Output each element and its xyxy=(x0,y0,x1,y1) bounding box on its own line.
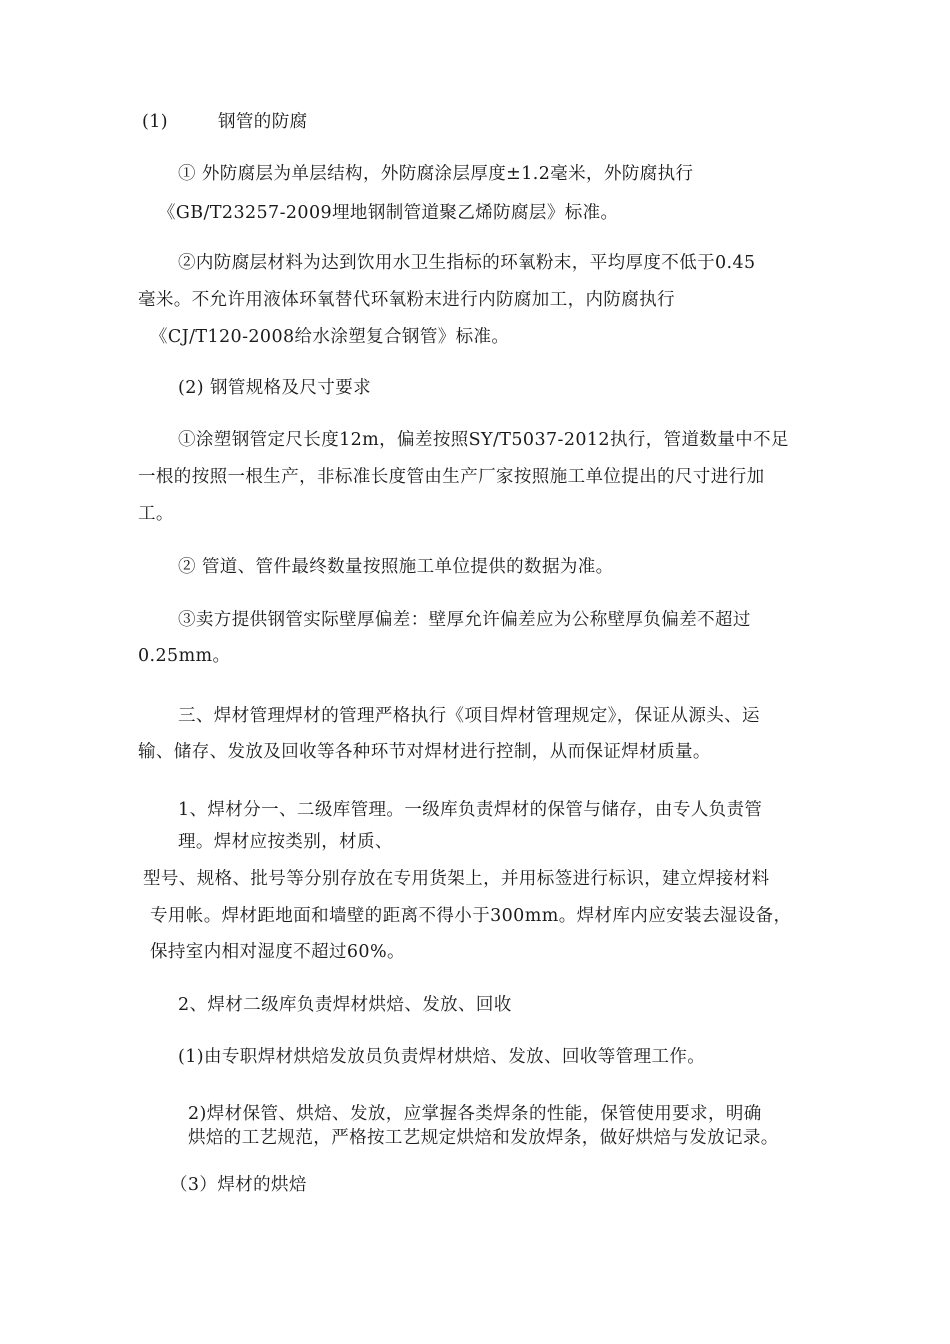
text-line: 毫米。不允许用液体环氧替代环氧粉末进行内防腐加工，内防腐执行 xyxy=(138,290,675,310)
heading-title: 钢管的防腐 xyxy=(218,112,308,132)
text-line: 《GB/T23257-2009埋地钢制管道聚乙烯防腐层》标准。 xyxy=(158,203,619,223)
text-line: 型号、规格、批号等分别存放在专用货架上，并用标签进行标识，建立焊接材料 xyxy=(143,869,770,889)
heading-number: (1) xyxy=(142,112,168,132)
text-line: 1、焊材分一、二级库管理。一级库负责焊材的保管与储存，由专人负责管 xyxy=(178,800,763,820)
text-line: 理。焊材应按类别，材质、 xyxy=(178,832,393,852)
text-line: 一根的按照一根生产，非标准长度管由生产厂家按照施工单位提出的尺寸进行加 xyxy=(138,467,765,487)
text-line: 专用帐。焊材距地面和墙壁的距离不得小于300mm。焊材库内应安装去湿设备， xyxy=(150,906,792,926)
text-line: 输、储存、发放及回收等各种环节对焊材进行控制，从而保证焊材质量。 xyxy=(138,742,711,762)
text-line: 工。 xyxy=(138,504,174,524)
paragraph-quantity: ② 管道、管件最终数量按照施工单位提供的数据为准。 xyxy=(178,557,614,577)
section-heading-3: （3）焊材的烘焙 xyxy=(170,1175,307,1195)
paragraph-second-level-warehouse: 2、焊材二级库负责焊材烘焙、发放、回收 xyxy=(178,995,512,1015)
text-line: 《CJ/T120-2008给水涂塑复合钢管》标准。 xyxy=(150,327,510,347)
section-heading-2: (2) 钢管规格及尺寸要求 xyxy=(178,378,372,398)
text-line: ③卖方提供钢管实际壁厚偏差：壁厚允许偏差应为公称壁厚负偏差不超过 xyxy=(178,610,751,630)
text-line: ① 外防腐层为单层结构，外防腐涂层厚度±1.2毫米，外防腐执行 xyxy=(178,164,694,184)
text-line: 保持室内相对湿度不超过60%。 xyxy=(150,942,405,962)
text-line: 三、焊材管理焊材的管理严格执行《项目焊材管理规定》，保证从源头、运 xyxy=(178,706,760,726)
text-line: 0.25mm。 xyxy=(138,646,231,666)
paragraph-baking-staff: (1)由专职焊材烘焙发放员负责焊材烘焙、发放、回收等管理工作。 xyxy=(178,1047,706,1067)
text-line: 烘焙的工艺规范，严格按工艺规定烘焙和发放焊条，做好烘焙与发放记录。 xyxy=(188,1128,779,1148)
text-line: ①涂塑钢管定尺长度12m，偏差按照SY/T5037-2012执行，管道数量中不足 xyxy=(178,430,789,450)
text-line: ②内防腐层材料为达到饮用水卫生指标的环氧粉末，平均厚度不低于0.45 xyxy=(178,253,756,273)
text-line: 2)焊材保管、烘焙、发放，应掌握各类焊条的性能，保管使用要求，明确 xyxy=(188,1104,762,1124)
